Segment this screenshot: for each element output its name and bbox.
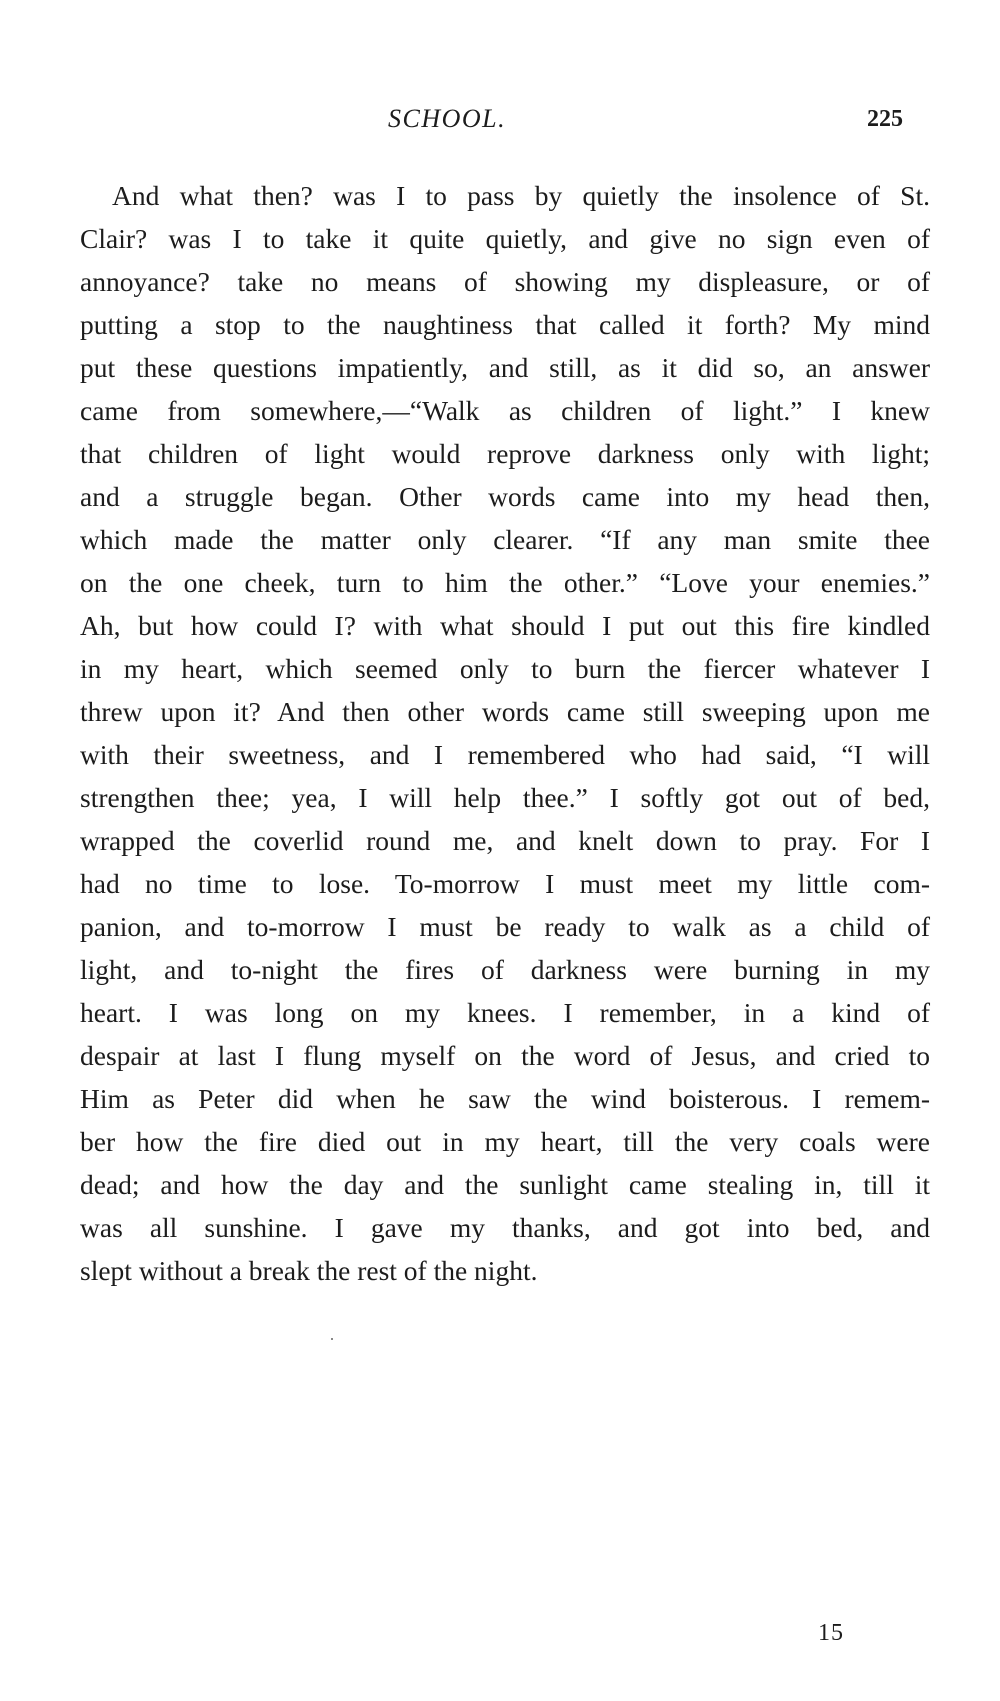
running-title: SCHOOL. bbox=[388, 104, 507, 133]
text-line: threw upon it? And then other words came still sweeping upon me bbox=[80, 696, 930, 727]
text-line: ber how the fire died out in my heart, till the very coals were bbox=[80, 1126, 930, 1157]
text-line: in my heart, which seemed only to burn the fiercer whatever I bbox=[80, 653, 930, 684]
text-line: slept without a break the rest of the night. bbox=[80, 1255, 538, 1286]
text-line: heart. I was long on my knees. I remember, in a kind of bbox=[80, 997, 930, 1028]
text-line: annoyance? take no means of showing my displeasure, or of bbox=[80, 266, 930, 297]
text-line: wrapped the coverlid round me, and knelt down to pray. For I bbox=[80, 825, 930, 856]
text-line: put these questions impatiently, and still, as it did so, an answer bbox=[80, 352, 930, 383]
text-line: was all sunshine. I gave my thanks, and got into bed, and bbox=[80, 1212, 930, 1243]
text-line: panion, and to-morrow I must be ready to walk as a child of bbox=[80, 911, 930, 942]
text-line: Clair? was I to take it quite quietly, and give no sign even of bbox=[80, 223, 930, 254]
running-head bbox=[0, 104, 1000, 144]
text-line: and a struggle began. Other words came into my head then, bbox=[80, 481, 930, 512]
text-line: dead; and how the day and the sunlight came stealing in, till it bbox=[80, 1169, 930, 1200]
text-line: with their sweetness, and I remembered who had said, “I will bbox=[80, 739, 930, 770]
text-line: putting a stop to the naughtiness that called it forth? My mind bbox=[80, 309, 930, 340]
text-line: strengthen thee; yea, I will help thee.” I softly got out of bed, bbox=[80, 782, 930, 813]
text-line: Ah, but how could I? with what should I put out this fire kindled bbox=[80, 610, 930, 641]
text-line: had no time to lose. To-morrow I must meet my little com- bbox=[80, 868, 930, 899]
text-line: which made the matter only clearer. “If any man smite thee bbox=[80, 524, 930, 555]
text-line: that children of light would reprove darkness only with light; bbox=[80, 438, 930, 469]
text-line: And what then? was I to pass by quietly the insolence of St. bbox=[112, 180, 930, 211]
signature-mark: 15 bbox=[818, 1620, 844, 1646]
stray-ink-mark bbox=[331, 1338, 333, 1340]
text-line: light, and to-night the fires of darkness were burning in my bbox=[80, 954, 930, 985]
text-line: Him as Peter did when he saw the wind boisterous. I remem- bbox=[80, 1083, 930, 1114]
text-line: came from somewhere,—“Walk as children of light.” I knew bbox=[80, 395, 930, 426]
text-line: despair at last I flung myself on the word of Jesus, and cried to bbox=[80, 1040, 930, 1071]
page-number: 225 bbox=[867, 106, 903, 132]
text-line: on the one cheek, turn to him the other.” “Love your enemies.” bbox=[80, 567, 930, 598]
